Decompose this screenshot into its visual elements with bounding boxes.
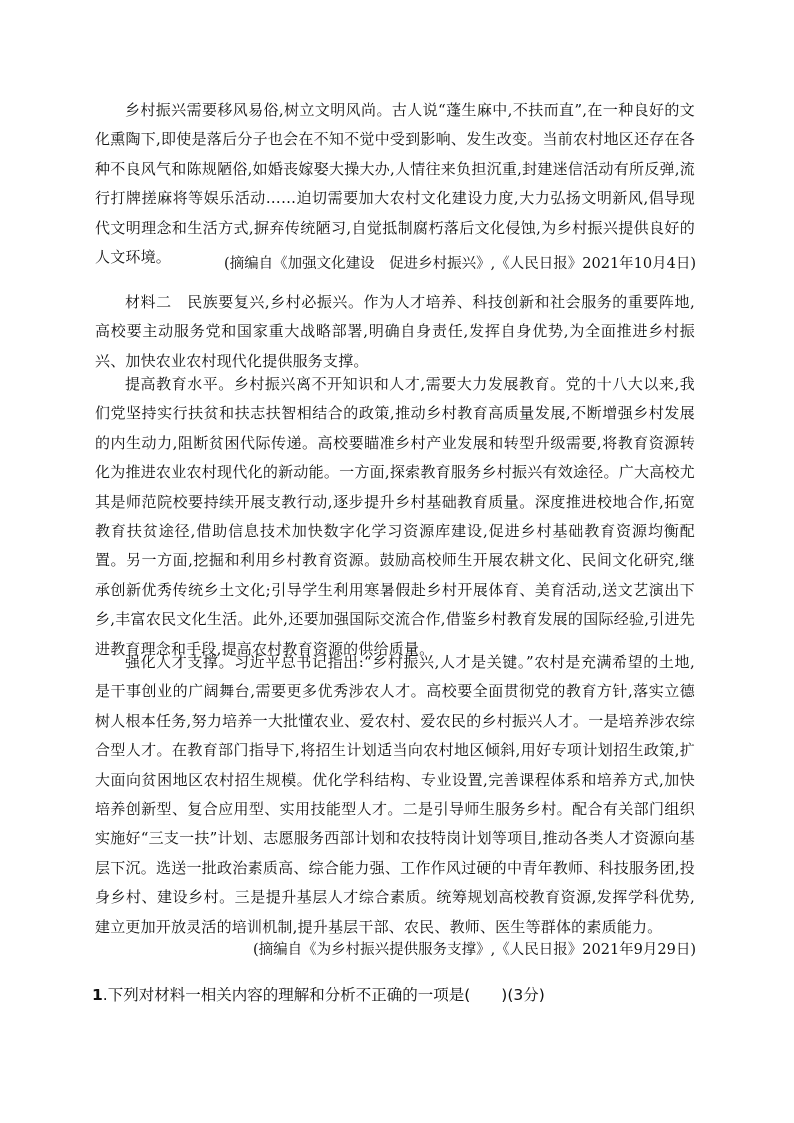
material2-source: (摘编自《为乡村振兴提供服务支撑》,《人民日报》2021年9月29日) (253, 942, 696, 958)
material2-intro: 材料二 民族要复兴,乡村必振兴。作为人才培养、科技创新和社会服务的重要阵地,高校要主动服务党和国家重大战略部署,明确自身责任,发挥自身优势,为全面推进乡村振兴、加快农业农村现代化提供服务支撑。 (95, 293, 695, 370)
material1-source: (摘编自《加强文化建设 促进乡村振兴》,《人民日报》2021年10月4日) (224, 256, 696, 272)
question-text: .下列对材料一相关内容的理解和分析不正确的一项是( )(3分) (102, 986, 545, 1004)
material2-education-paragraph: 提高教育水平。乡村振兴离不开知识和人才,需要大力发展教育。党的十八大以来,我们党坚持实行扶贫和扶志扶智相结合的政策,推动乡村教育高质量发展,不断增强乡村发展的内生动力,阻断贫困代际传递。高校要瞄准乡村产业发展和转型升级需要,将教育资源转化为推进农业农村现代化的新动能。一方面,探索教育服务乡村振兴有效途径。广大高校尤其是师范院校要持续开展支教行动,逐步提升乡村基础教育质量。深度推进校地合作,拓宽教育扶贫途径,借助信息技术加快数字化学习资源库建设,促进乡村基础教育资源均衡配置。另一方面,挖掘和利用乡村教育资源。鼓励高校师生开展农耕文化、民间文化研究,继承创新优秀传统乡土文化;引导学生利用寒暑假赴乡村开展体育、美育活动,送文艺演出下乡,丰富农民文化生活。此外,还要加强国际交流合作,借鉴乡村教育发展的国际经验,引进先进教育理念和手段,提高农村教育资源的供给质量。 (95, 375, 695, 658)
question-number: 1 (92, 986, 103, 1004)
question-1 (92, 984, 545, 1006)
material1-paragraph: 乡村振兴需要移风易俗,树立文明风尚。古人说“蓬生麻中,不扶而直”,在一种良好的文化熏陶下,即使是落后分子也会在不知不觉中受到影响、发生改变。当前农村地区还存在各种不良风气和陈规陋俗,如婚丧嫁娶大操大办,人情往来负担沉重,封建迷信活动有所反弹,流行打牌搓麻将等娱乐活动……迫切需要加大农村文化建设力度,大力弘扬文明新风,倡导现代文明理念和生活方式,摒弃传统陋习,自觉抵制腐朽落后文化侵蚀,为乡村振兴提供良好的人文环境。 (95, 101, 695, 267)
material2-talent-paragraph: 强化人才支撑。习近平总书记指出:“乡村振兴,人才是关键。”农村是充满希望的土地,是干事创业的广阔舞台,需要更多优秀涉农人才。高校要全面贯彻党的教育方针,落实立德树人根本任务,努力培养一大批懂农业、爱农村、爱农民的乡村振兴人才。一是培养涉农综合型人才。在教育部门指导下,将招生计划适当向农村地区倾斜,用好专项计划招生政策,扩大面向贫困地区农村招生规模。优化学科结构、专业设置,完善课程体系和培养方式,加快培养创新型、复合应用型、实用技能型人才。二是引导师生服务乡村。配合有关部门组织实施好“三支一扶”计划、志愿服务西部计划和农技特岗计划等项目,推动各类人才资源向基层下沉。选送一批政治素质高、综合能力强、工作作风过硬的中青年教师、科技服务团,投身乡村、建设乡村。三是提升基层人才综合素质。统筹规划高校教育资源,发挥学科优势,建立更加开放灵活的培训机制,提升基层干部、农民、教师、医生等群体的素质能力。 (95, 653, 695, 936)
